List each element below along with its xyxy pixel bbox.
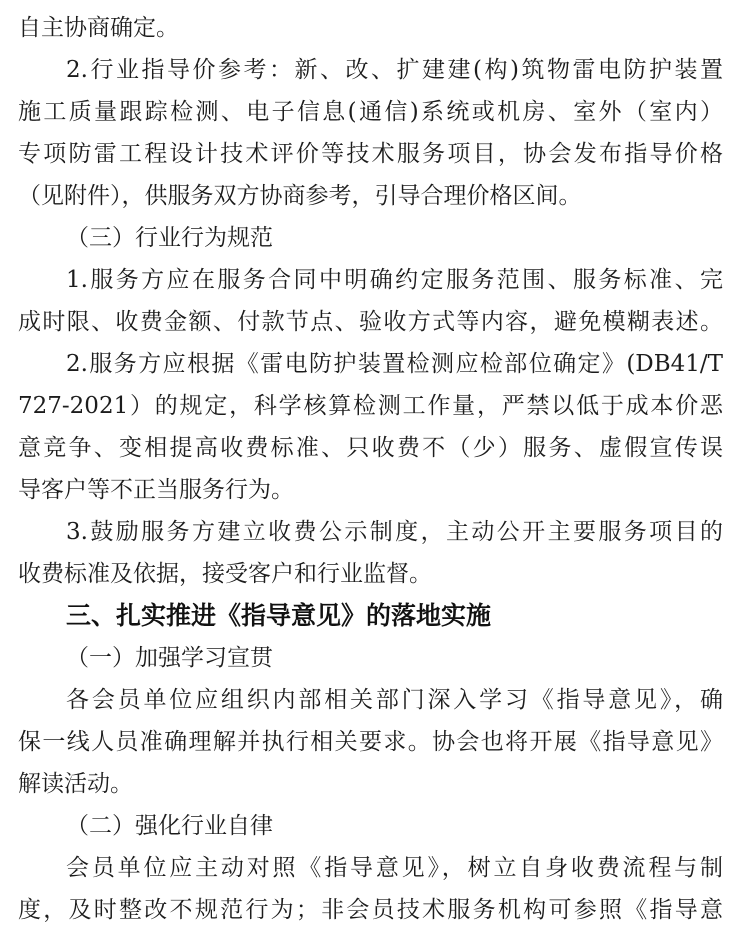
- paragraph-line: 导客户等不正当服务行为。: [18, 477, 294, 503]
- paragraph-line: 解读活动。: [18, 771, 133, 797]
- paragraph-line: 各会员单位应组织内部相关部门深入学习《指导意见》，确: [66, 687, 723, 713]
- subsection-heading: （三）行业行为规范: [66, 225, 273, 251]
- paragraph-line: 保一线人员准确理解并执行相关要求。协会也将开展《指导意见》: [18, 729, 723, 755]
- paragraph-line: 自主协商确定。: [18, 15, 179, 41]
- subsection-heading: （一）加强学习宣贯: [66, 645, 273, 671]
- paragraph-line: 会员单位应主动对照《指导意见》，树立自身收费流程与制: [66, 855, 723, 881]
- paragraph-line: （见附件），供服务双方协商参考，引导合理价格区间。: [18, 183, 582, 209]
- paragraph-line: 2.服务方应根据《雷电防护装置检测应检部位确定》(DB41/T: [66, 351, 723, 377]
- paragraph-line: 施工质量跟踪检测、电子信息(通信)系统或机房、室外（室内）: [18, 99, 723, 125]
- paragraph-line: 2.行业指导价参考：新、改、扩建建(构)筑物雷电防护装置: [66, 57, 723, 83]
- paragraph-line: 1.服务方应在服务合同中明确约定服务范围、服务标准、完: [66, 267, 723, 293]
- paragraph-line: 成时限、收费金额、付款节点、验收方式等内容，避免模糊表述。: [18, 309, 723, 335]
- paragraph-line: 专项防雷工程设计技术评价等技术服务项目，协会发布指导价格: [18, 141, 723, 167]
- section-heading: 三、扎实推进《指导意见》的落地实施: [66, 601, 492, 630]
- paragraph-line: 意竞争、变相提高收费标准、只收费不（少）服务、虚假宣传误: [18, 435, 723, 461]
- paragraph-line: 727-2021）的规定，科学核算检测工作量，严禁以低于成本价恶: [18, 393, 723, 419]
- subsection-heading: （二）强化行业自律: [66, 813, 273, 839]
- paragraph-line: 度，及时整改不规范行为；非会员技术服务机构可参照《指导意: [18, 897, 723, 923]
- paragraph-line: 收费标准及依据，接受客户和行业监督。: [18, 561, 432, 587]
- paragraph-line: 3.鼓励服务方建立收费公示制度，主动公开主要服务项目的: [66, 519, 723, 545]
